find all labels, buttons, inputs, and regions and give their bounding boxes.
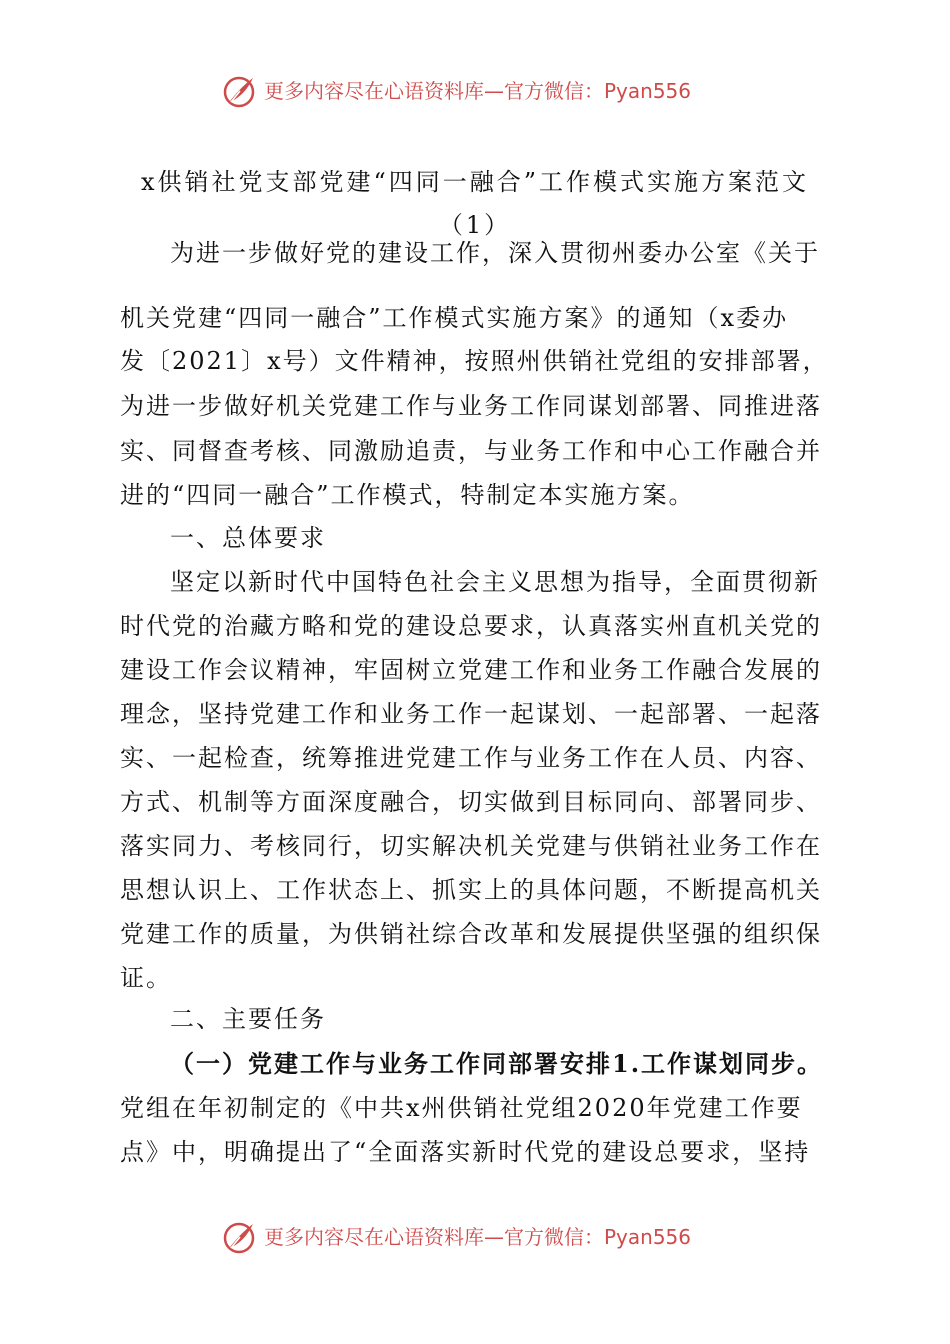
text-line: 实、同督查考核、同激励追责，与业务工作和中心工作融合并 [120,437,822,465]
watermark-separator: — [484,1225,504,1249]
section-heading: 一、总体要求 [170,524,326,552]
watermark-header [0,72,950,112]
text-line: 思想认识上、工作状态上、抓实上的具体问题，不断提高机关 [120,876,822,904]
text-line: 时代党的治藏方略和党的建设总要求，认真落实州直机关党的 [120,612,822,640]
watermark-text [264,1224,691,1250]
text-line: 党组在年初制定的《中共x州供销社党组2020年党建工作要 [120,1094,803,1122]
watermark-separator: — [484,79,504,103]
section-heading: 二、主要任务 [170,1005,326,1033]
text-line: 党建工作的质量，为供销社综合改革和发展提供坚强的组织保 [120,920,822,948]
quill-logo-icon [222,1220,258,1256]
text-line: 机关党建“四同一融合”工作模式实施方案》的通知（x委办 [120,304,789,332]
watermark-footer [0,1218,950,1258]
text-line: 为进一步做好机关党建工作与业务工作同谋划部署、同推进落 [120,392,822,420]
watermark-text [264,78,691,104]
text-line: 理念，坚持党建工作和业务工作一起谋划、一起部署、一起落 [120,700,822,728]
text-line: 证。 [120,964,172,992]
text-line: 发〔2021〕x号）文件精神，按照州供销社党组的安排部署， [120,347,829,375]
text-line: 点》中，明确提出了“全面落实新时代党的建设总要求，坚持 [120,1138,811,1166]
document-title: x供销社党支部党建“四同一融合”工作模式实施方案范文 [140,168,810,196]
document-title-number: （1） [438,211,512,239]
watermark-contact: 官方微信：Pyan556 [504,1225,692,1249]
text-line: 为进一步做好党的建设工作，深入贯彻州委办公室《关于 [170,239,820,267]
text-line: 落实同力、考核同行，切实解决机关党建与供销社业务工作在 [120,832,822,860]
text-line: 建设工作会议精神，牢固树立党建工作和业务工作融合发展的 [120,656,822,684]
text-line: 坚定以新时代中国特色社会主义思想为指导，全面贯彻新 [170,568,820,596]
text-line: 方式、机制等方面深度融合，切实做到目标同向、部署同步、 [120,788,822,816]
text-line: 实、一起检查，统筹推进党建工作与业务工作在人员、内容、 [120,744,822,772]
quill-logo-icon [222,74,258,110]
text-line: 进的“四同一融合”工作模式，特制定本实施方案。 [120,481,695,509]
watermark-label: 更多内容尽在心语资料库 [264,79,484,103]
subsection-heading: （一）党建工作与业务工作同部署安排1.工作谋划同步。 [170,1049,824,1078]
watermark-contact: 官方微信：Pyan556 [504,79,692,103]
watermark-label: 更多内容尽在心语资料库 [264,1225,484,1249]
